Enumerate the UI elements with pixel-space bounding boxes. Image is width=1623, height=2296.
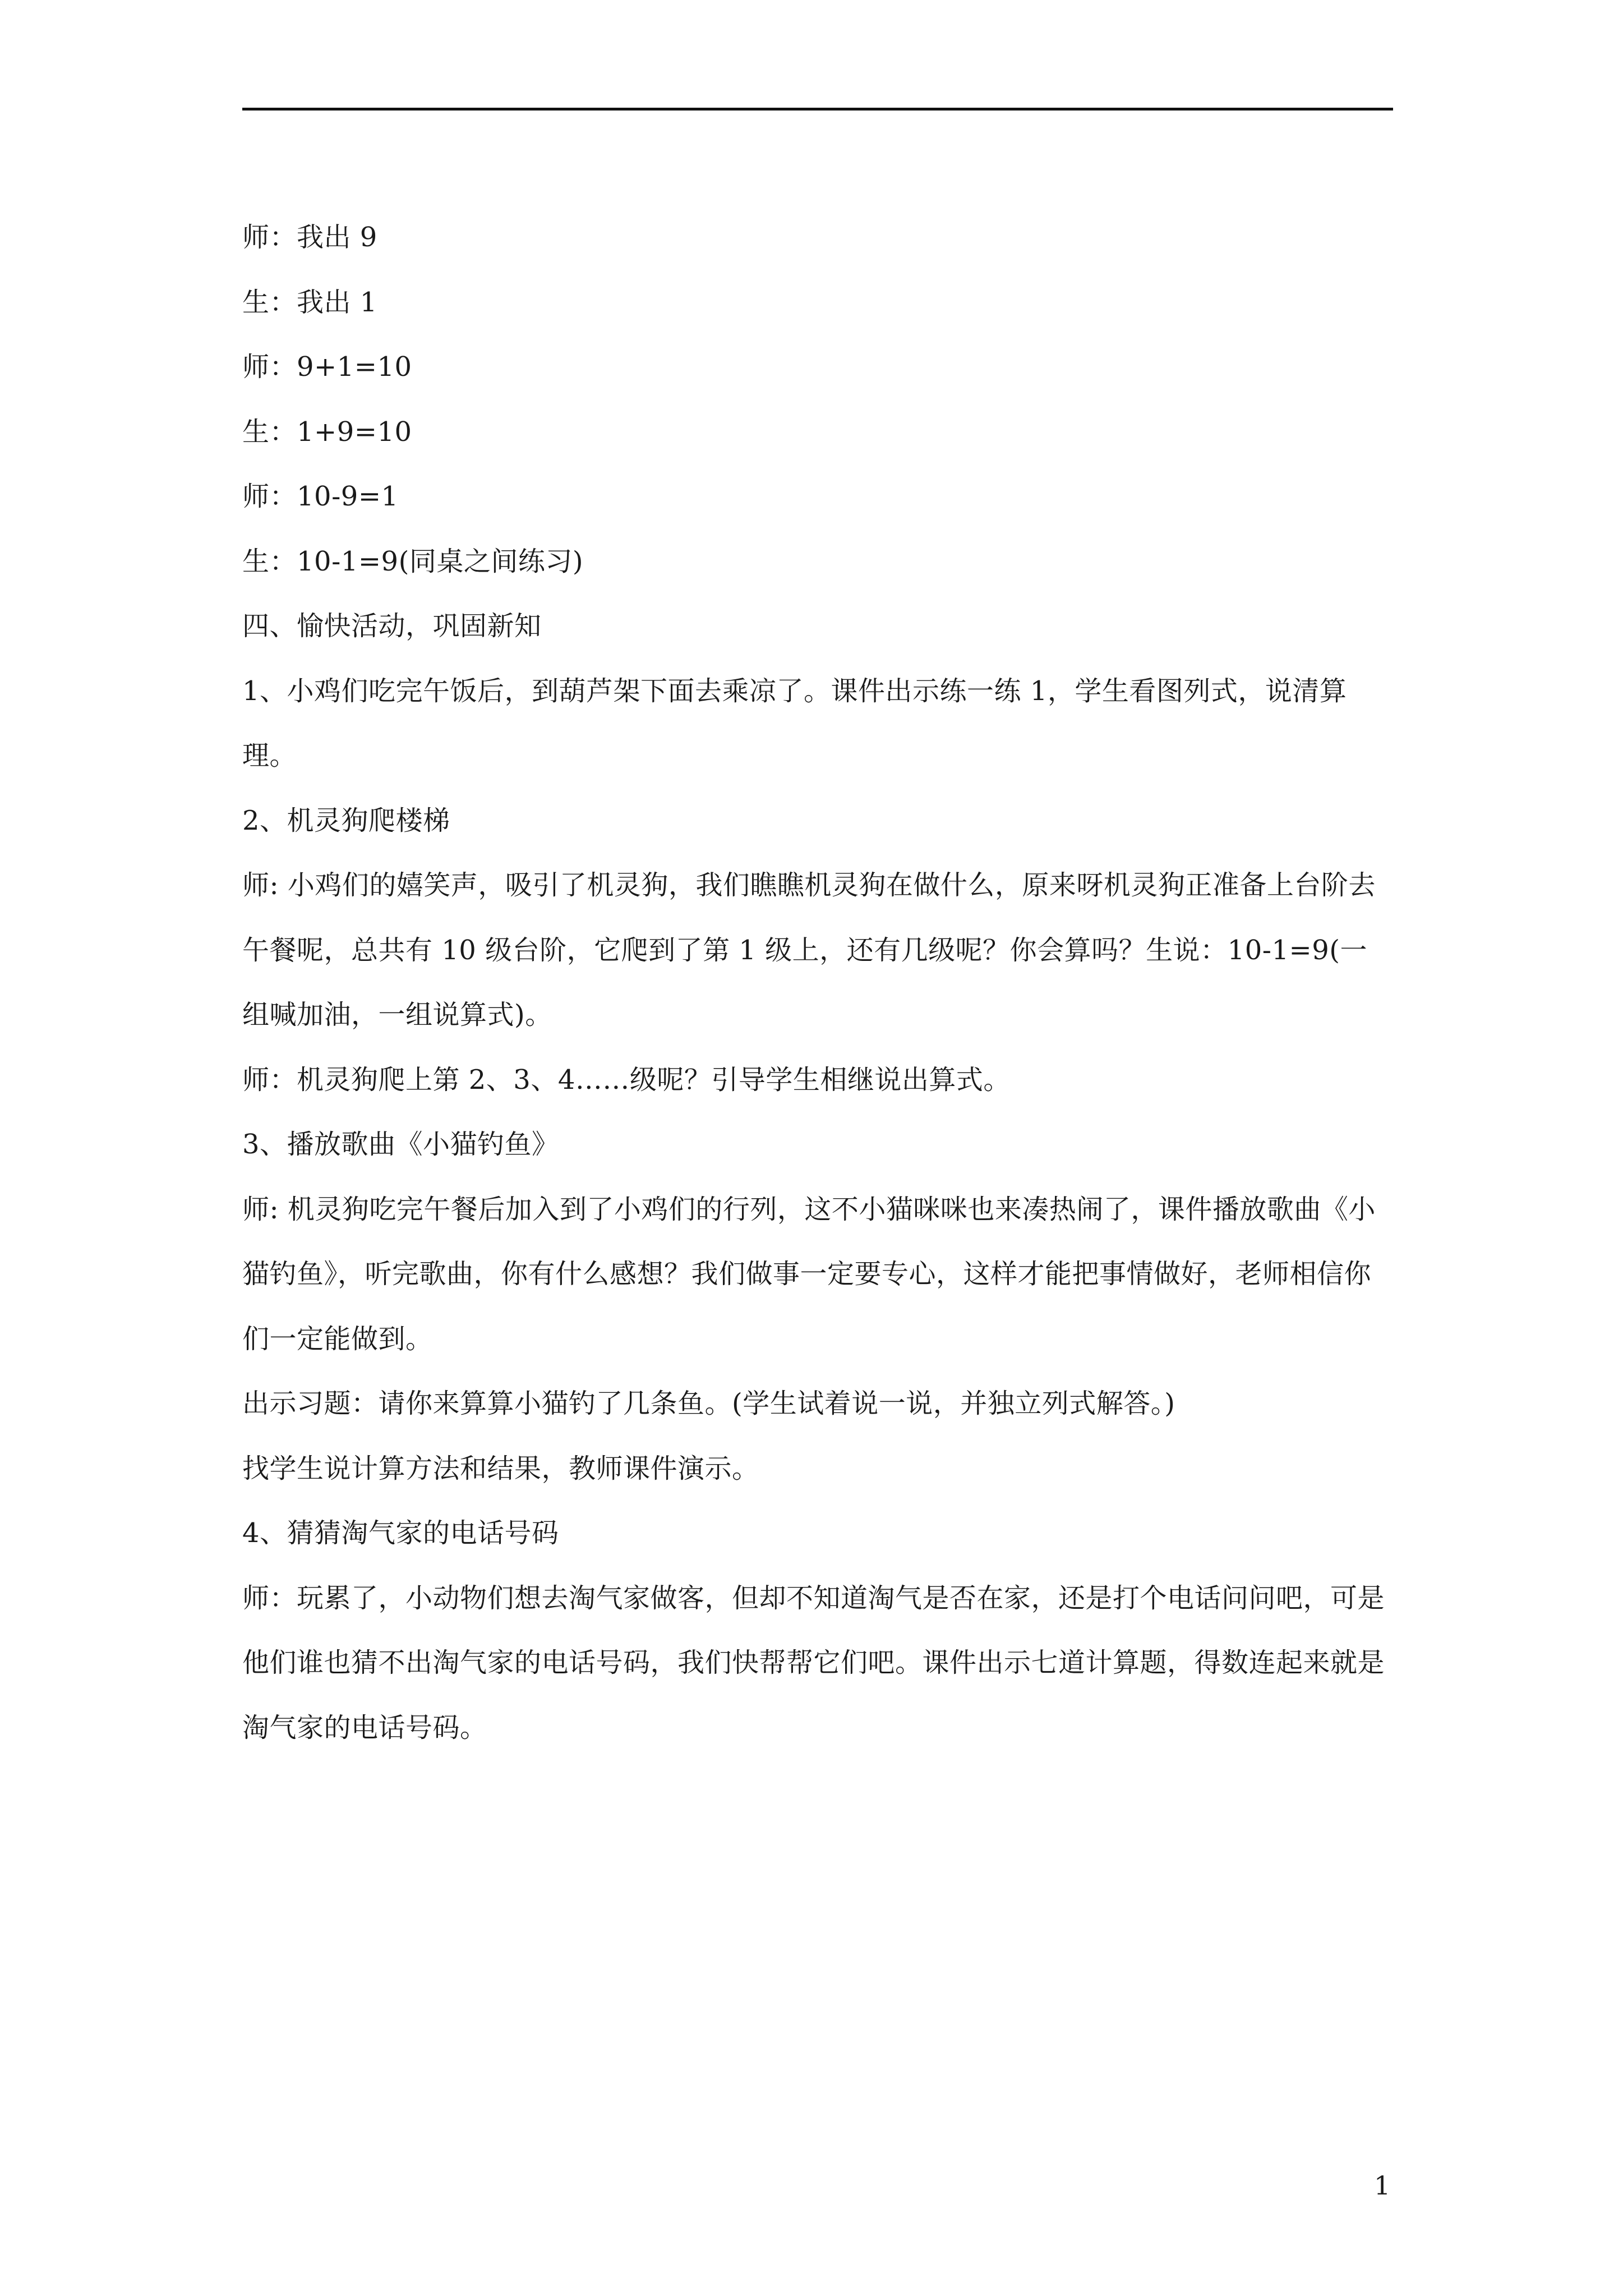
paragraph: 师: 机灵狗吃完午餐后加入到了小鸡们的行列，这不小猫咪咪也来凑热闹了，课件播放歌曲《小猫钓鱼》，听完歌曲，你有什么感想？我们做事一定要专心，这样才能把事情做好，老师相信你们一定能做到。 — [242, 1193, 1376, 1355]
page-number: 1 — [1374, 2170, 1391, 2201]
paragraph: 找学生说计算方法和结果，教师课件演示。 — [242, 1452, 759, 1484]
dialogue-line: 师：10-9=1 — [242, 481, 399, 512]
paragraph: 师: 小鸡们的嬉笑声，吸引了机灵狗，我们瞧瞧机灵狗在做什么，原来呀机灵狗正准备上台阶去午餐呢，总共有 10 级台阶，它爬到了第 1 级上，还有几级呢？你会算吗？生说：10-1=9(一组喊加油，一组说算式)。 — [242, 869, 1376, 1030]
paragraph: 师：机灵狗爬上第 2、3、4……级呢？引导学生相继说出算式。 — [242, 1064, 1011, 1096]
paragraph: 出示习题：请你来算算小猫钓了几条鱼。(学生试着说一说，并独立列式解答。) — [242, 1388, 1175, 1419]
activity-heading: 2、机灵狗爬楼梯 — [242, 804, 450, 836]
dialogue-line: 生：1+9=10 — [242, 416, 412, 448]
activity-heading: 4、猜猜淘气家的电话号码 — [242, 1517, 559, 1549]
dialogue-line: 师：9+1=10 — [242, 351, 412, 383]
dialogue-line: 师：我出 9 — [242, 222, 377, 253]
dialogue-line: 生：10-1=9(同桌之间练习) — [242, 545, 584, 577]
dialogue-line: 生：我出 1 — [242, 286, 377, 318]
paragraph: 师：玩累了，小动物们想去淘气家做客，但却不知道淘气是否在家，还是打个电话问问吧，可是他们谁也猜不出淘气家的电话号码，我们快帮帮它们吧。课件出示七道计算题，得数连起来就是淘气家的电话号码。 — [242, 1582, 1385, 1743]
paragraph: 1、小鸡们吃完午饭后，到葫芦架下面去乘凉了。课件出示练一练 1，学生看图列式，说清算理。 — [242, 675, 1347, 771]
document-body — [242, 205, 1393, 1760]
section-heading: 四、愉快活动，巩固新知 — [242, 610, 542, 642]
activity-heading: 3、播放歌曲《小猫钓鱼》 — [242, 1129, 559, 1160]
header-rule — [242, 108, 1393, 111]
